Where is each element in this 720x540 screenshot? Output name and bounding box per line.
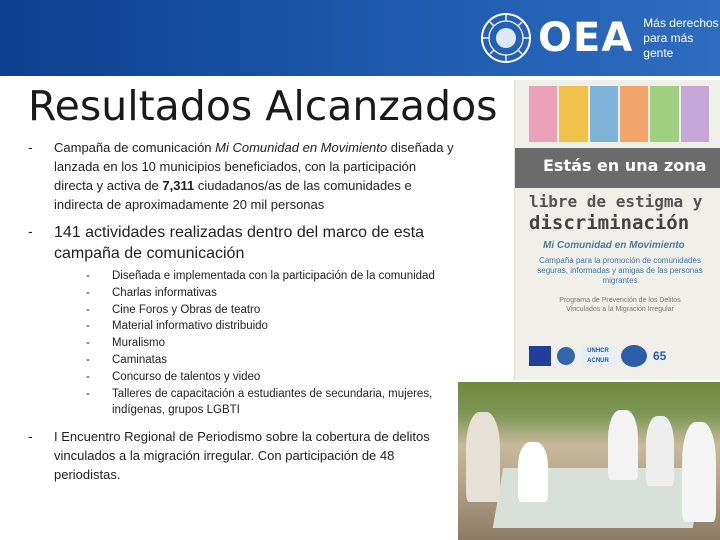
workshop-photo	[458, 382, 720, 540]
sub-list	[86, 268, 456, 419]
unhcr-logo: UNHCR ACNUR	[581, 346, 615, 366]
oea-logo-icon	[557, 347, 575, 365]
poster-program: Programa de Prevención de los Delitos Vinculados a la Migración Irregular	[559, 297, 681, 313]
sub-item-text: Talleres de capacitación a estudiantes de secundaria, mujeres, indígenas, grupos LGBTI	[112, 387, 433, 417]
sub-item	[86, 268, 456, 285]
anniversary-65-badge: 65	[653, 349, 667, 363]
poster-logos	[529, 338, 715, 374]
oea-brand: OEA	[538, 15, 634, 61]
figure-person-icon	[650, 86, 678, 142]
photo-person	[518, 442, 548, 502]
bullet-activities-text: 141 actividades realizadas dentro del marco de esta campaña de comunicación	[54, 224, 424, 262]
figure-person-icon	[529, 86, 557, 142]
sub-item	[86, 302, 456, 319]
photo-person	[608, 410, 638, 480]
poster-line2: discriminación	[529, 212, 690, 234]
sub-item	[86, 352, 456, 369]
sub-dash: -	[86, 353, 90, 366]
bullet-encuentro-text: I Encuentro Regional de Periodismo sobre la cobertura de delitos vinculados a la migración irregular. Con participación de 48 periodistas.	[54, 429, 430, 483]
photo-person	[682, 422, 716, 522]
bullet-campaign-text	[54, 138, 456, 214]
tagline-line2: para más gente	[643, 30, 694, 60]
sub-item-text: Cine Foros y Obras de teatro	[112, 303, 261, 316]
eu-flag-icon	[529, 346, 551, 366]
poster-band-text: Estás en una zona	[543, 156, 707, 175]
oea-logo	[480, 8, 719, 68]
text-italic: Mi Comunidad en Movimiento	[215, 140, 388, 155]
bullet-list	[28, 138, 456, 492]
text-bold: 7,311	[162, 178, 195, 193]
tagline	[643, 16, 719, 61]
sub-dash: -	[86, 303, 90, 316]
oea-seal-icon	[480, 12, 532, 64]
sub-item-text: Diseñada e implementada con la participación de la comunidad	[112, 270, 435, 282]
sub-item	[86, 335, 456, 352]
tagline-line1: Más derechos	[643, 15, 719, 30]
sub-item	[86, 285, 456, 302]
photo-person	[466, 412, 500, 502]
poster-line1: libre de estigma y	[529, 192, 703, 211]
poster-subtitle: Mi Comunidad en Movimiento	[543, 240, 685, 251]
sub-item-text: Material informativo distribuido	[112, 320, 268, 333]
sub-item-text: Muralismo	[112, 337, 166, 350]
poster-description: Campaña para la promoción de comunidades seguras, informadas y amigas de las personas migrantes	[537, 256, 703, 285]
sub-dash: -	[86, 270, 90, 282]
figure-person-icon	[681, 86, 709, 142]
bullet-activities	[28, 222, 456, 419]
poster-figures	[529, 86, 709, 142]
sub-item-text: Charlas informativas	[112, 286, 217, 299]
text-pre: Campaña de comunicación	[54, 140, 216, 155]
sub-item	[86, 318, 456, 335]
figure-person-icon	[559, 86, 587, 142]
text-mid: diseñada y lanzada en los 10 municipios beneficiados, con la participación directa y activa de	[54, 140, 454, 193]
bullet-dash: -	[28, 223, 33, 239]
text-post: ciudadanos/as de las comunidades e indirecta de aproximadamente 20 mil personas	[54, 178, 412, 212]
campaign-poster	[514, 80, 720, 380]
bullet-activities-body	[54, 222, 456, 419]
sub-dash: -	[86, 370, 90, 383]
sub-dash: -	[86, 286, 90, 299]
sub-item	[86, 369, 456, 386]
figure-person-icon	[620, 86, 648, 142]
figure-person-icon	[590, 86, 618, 142]
sub-dash: -	[86, 320, 90, 333]
bullet-encuentro	[28, 427, 456, 484]
bullet-campaign	[28, 138, 456, 214]
sub-item-text: Caminatas	[112, 353, 167, 366]
bullet-dash: -	[28, 139, 33, 155]
bullet-dash: -	[28, 428, 33, 445]
slide-title: Resultados Alcanzados	[28, 82, 498, 130]
sub-item	[86, 386, 456, 420]
sub-dash: -	[86, 337, 90, 350]
photo-person	[646, 416, 674, 486]
sub-dash: -	[86, 387, 90, 400]
header-bar	[0, 0, 720, 76]
iom-logo-icon	[621, 345, 647, 367]
sub-item-text: Concurso de talentos y video	[112, 370, 261, 383]
